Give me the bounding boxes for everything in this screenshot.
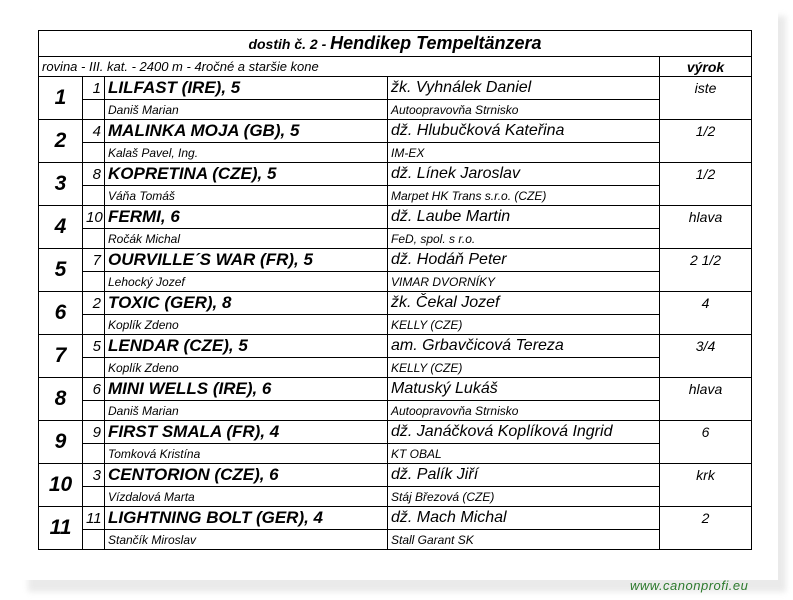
start-number-blank: [83, 272, 105, 292]
finish-margin: iste: [660, 77, 752, 100]
owner-name: Autoopravovňa Strnisko: [388, 401, 660, 421]
finish-margin: 2: [660, 507, 752, 530]
trainer-name: Tomková Kristína: [105, 444, 388, 464]
jockey-name: Matuský Lukáš: [388, 378, 660, 401]
finish-place: 4: [39, 206, 83, 249]
result-row: [39, 77, 752, 100]
owner-name: Marpet HK Trans s.r.o. (CZE): [388, 186, 660, 206]
margin-blank: [660, 143, 752, 163]
result-subrow: [39, 358, 752, 378]
start-number-blank: [83, 530, 105, 550]
owner-name: FeD, spol. s r.o.: [388, 229, 660, 249]
result-subrow: [39, 229, 752, 249]
start-number: 9: [83, 421, 105, 444]
owner-name: IM-EX: [388, 143, 660, 163]
trainer-name: Ročák Michal: [105, 229, 388, 249]
result-row: [39, 378, 752, 401]
margin-blank: [660, 530, 752, 550]
finish-place: 3: [39, 163, 83, 206]
horse-name: TOXIC (GER), 8: [105, 292, 388, 315]
finish-margin: 6: [660, 421, 752, 444]
start-number: 10: [83, 206, 105, 229]
margin-header: výrok: [660, 57, 752, 77]
owner-name: KELLY (CZE): [388, 358, 660, 378]
result-row: [39, 292, 752, 315]
race-name: Hendikep Tempeltänzera: [330, 33, 542, 53]
horse-name: MINI WELLS (IRE), 6: [105, 378, 388, 401]
finish-place: 10: [39, 464, 83, 507]
trainer-name: Koplík Zdeno: [105, 358, 388, 378]
owner-name: KELLY (CZE): [388, 315, 660, 335]
jockey-name: žk. Vyhnálek Daniel: [388, 77, 660, 100]
race-title: [39, 31, 752, 57]
start-number-blank: [83, 444, 105, 464]
finish-margin: 2 1/2: [660, 249, 752, 272]
result-subrow: [39, 272, 752, 292]
margin-blank: [660, 358, 752, 378]
owner-name: VIMAR DVORNÍKY: [388, 272, 660, 292]
start-number: 6: [83, 378, 105, 401]
start-number-blank: [83, 186, 105, 206]
trainer-name: Vízdalová Marta: [105, 487, 388, 507]
result-row: [39, 421, 752, 444]
result-subrow: [39, 487, 752, 507]
finish-place: 5: [39, 249, 83, 292]
start-number-blank: [83, 358, 105, 378]
trainer-name: Lehocký Jozef: [105, 272, 388, 292]
jockey-name: dž. Hlubučková Kateřina: [388, 120, 660, 143]
start-number: 1: [83, 77, 105, 100]
finish-margin: hlava: [660, 206, 752, 229]
finish-margin: 4: [660, 292, 752, 315]
finish-margin: 1/2: [660, 120, 752, 143]
owner-name: Stáj Březová (CZE): [388, 487, 660, 507]
result-subrow: [39, 530, 752, 550]
horse-name: LILFAST (IRE), 5: [105, 77, 388, 100]
finish-place: 1: [39, 77, 83, 120]
finish-margin: hlava: [660, 378, 752, 401]
finish-place: 11: [39, 507, 83, 550]
jockey-name: dž. Mach Michal: [388, 507, 660, 530]
jockey-name: dž. Palík Jiří: [388, 464, 660, 487]
owner-name: Autoopravovňa Strnisko: [388, 100, 660, 120]
jockey-name: dž. Laube Martin: [388, 206, 660, 229]
start-number-blank: [83, 487, 105, 507]
horse-name: FIRST SMALA (FR), 4: [105, 421, 388, 444]
finish-place: 6: [39, 292, 83, 335]
result-row: [39, 507, 752, 530]
horse-name: OURVILLE´S WAR (FR), 5: [105, 249, 388, 272]
finish-place: 2: [39, 120, 83, 163]
horse-name: MALINKA MOJA (GB), 5: [105, 120, 388, 143]
start-number: 7: [83, 249, 105, 272]
trainer-name: Koplík Zdeno: [105, 315, 388, 335]
trainer-name: Stančík Miroslav: [105, 530, 388, 550]
owner-name: Stall Garant SK: [388, 530, 660, 550]
race-label: dostih č. 2 -: [248, 36, 327, 52]
race-conditions: rovina - III. kat. - 2400 m - 4ročné a staršie kone: [39, 57, 660, 77]
margin-blank: [660, 186, 752, 206]
finish-place: 8: [39, 378, 83, 421]
finish-place: 9: [39, 421, 83, 464]
result-row: [39, 163, 752, 186]
start-number: 8: [83, 163, 105, 186]
result-row: [39, 464, 752, 487]
result-row: [39, 249, 752, 272]
horse-name: FERMI, 6: [105, 206, 388, 229]
start-number: 11: [83, 507, 105, 530]
owner-name: KT OBAL: [388, 444, 660, 464]
trainer-name: Váňa Tomáš: [105, 186, 388, 206]
horse-name: LENDAR (CZE), 5: [105, 335, 388, 358]
result-row: [39, 206, 752, 229]
conditions-row: [39, 57, 752, 77]
margin-blank: [660, 315, 752, 335]
start-number-blank: [83, 401, 105, 421]
finish-margin: 1/2: [660, 163, 752, 186]
start-number-blank: [83, 229, 105, 249]
race-title-row: [39, 31, 752, 57]
start-number: 3: [83, 464, 105, 487]
start-number-blank: [83, 100, 105, 120]
horse-name: LIGHTNING BOLT (GER), 4: [105, 507, 388, 530]
jockey-name: dž. Línek Jaroslav: [388, 163, 660, 186]
watermark: www.canonprofi.eu: [630, 578, 749, 593]
finish-place: 7: [39, 335, 83, 378]
trainer-name: Daniš Marian: [105, 401, 388, 421]
result-subrow: [39, 186, 752, 206]
result-row: [39, 120, 752, 143]
trainer-name: Kalaš Pavel, Ing.: [105, 143, 388, 163]
start-number-blank: [83, 143, 105, 163]
horse-name: KOPRETINA (CZE), 5: [105, 163, 388, 186]
start-number: 5: [83, 335, 105, 358]
result-subrow: [39, 401, 752, 421]
jockey-name: žk. Čekal Jozef: [388, 292, 660, 315]
start-number: 2: [83, 292, 105, 315]
finish-margin: 3/4: [660, 335, 752, 358]
start-number: 4: [83, 120, 105, 143]
margin-blank: [660, 229, 752, 249]
result-subrow: [39, 100, 752, 120]
margin-blank: [660, 401, 752, 421]
margin-blank: [660, 100, 752, 120]
jockey-name: dž. Hodáň Peter: [388, 249, 660, 272]
result-subrow: [39, 315, 752, 335]
margin-blank: [660, 444, 752, 464]
result-subrow: [39, 444, 752, 464]
results-table: [38, 30, 752, 550]
result-subrow: [39, 143, 752, 163]
horse-name: CENTORION (CZE), 6: [105, 464, 388, 487]
result-row: [39, 335, 752, 358]
margin-blank: [660, 272, 752, 292]
jockey-name: am. Grbavčicová Tereza: [388, 335, 660, 358]
start-number-blank: [83, 315, 105, 335]
jockey-name: dž. Janáčková Koplíková Ingrid: [388, 421, 660, 444]
finish-margin: krk: [660, 464, 752, 487]
trainer-name: Daniš Marian: [105, 100, 388, 120]
margin-blank: [660, 487, 752, 507]
